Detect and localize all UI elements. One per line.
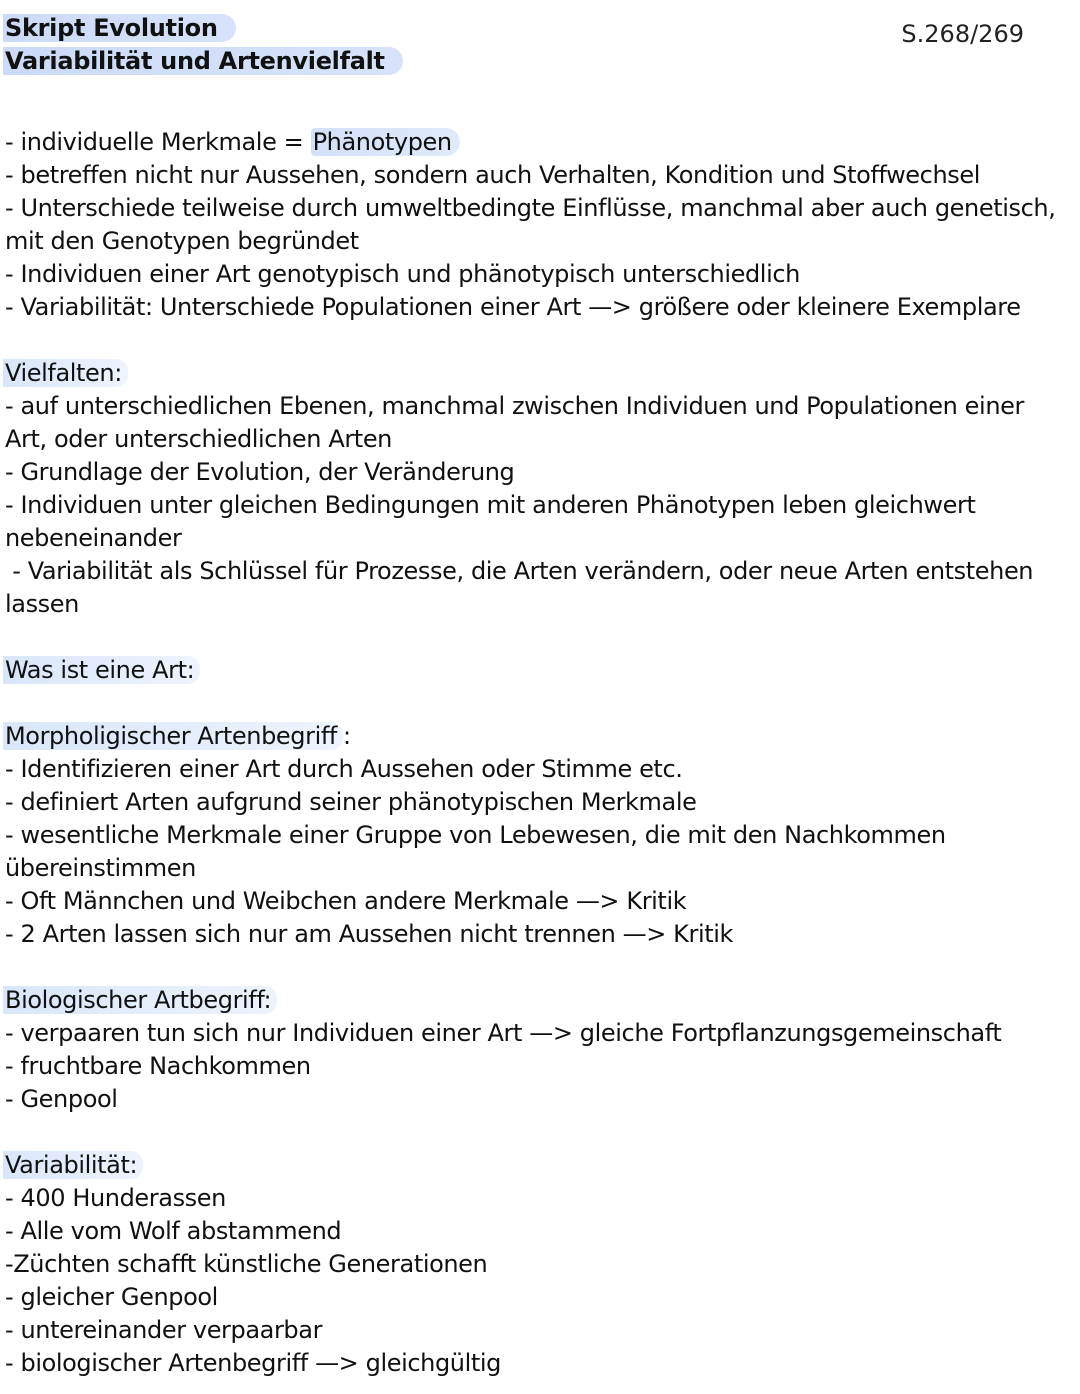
spacer [5,1116,1075,1149]
document-subtitle [5,45,403,77]
vielfalten-line-3: - Grundlage der Evolution, der Veränderung [5,458,515,486]
title-line-1: Skript Evolution [3,14,236,42]
bio-line-1: - verpaaren tun sich nur Individuen einer Art —> gleiche Fortpflanzungsgemeinschaft [5,1019,1002,1047]
title-line-2: Variabilität und Artenvielfalt [3,47,403,75]
spacer [5,687,1075,720]
bio-line-2: - fruchtbare Nachkommen [5,1052,311,1080]
heading-colon: : [342,722,351,750]
intro-line-6: - Variabilität: Unterschiede Populationen einer Art —> größere oder kleinere Exemplare [5,293,1021,321]
morph-line-2: - definiert Arten aufgrund seiner phänotypischen Merkmale [5,788,697,816]
vielfalten-line-6: - Variabilität als Schlüssel für Prozesse, die Arten verändern, oder neue Arten entstehen [5,557,1034,585]
spacer [5,951,1075,984]
intro-line-3: - Unterschiede teilweise durch umweltbedingte Einflüsse, manchmal aber auch genetisch, [5,194,1056,222]
section-heading-art [5,654,1075,687]
variab-line-5: - untereinander verpaarbar [5,1316,323,1344]
variab-line-1: - 400 Hunderassen [5,1184,226,1212]
vielfalten-line-4: - Individuen unter gleichen Bedingungen mit anderen Phänotypen leben gleichwert [5,491,976,519]
intro-line-5: - Individuen einer Art genotypisch und phänotypisch unterschiedlich [5,260,800,288]
section-heading-vielfalten [5,357,1075,390]
morph-line-4: übereinstimmen [5,854,196,882]
spacer [5,621,1075,654]
variab-line-2: - Alle vom Wolf abstammend [5,1217,342,1245]
vielfalten-line-2: Art, oder unterschiedlichen Arten [5,425,392,453]
bio-line-3: - Genpool [5,1085,118,1113]
heading-text: Vielfalten: [3,359,128,387]
document-body [5,126,1075,1380]
vielfalten-line-7: lassen [5,590,79,618]
phaenotypen-term: Phänotypen [311,128,460,156]
intro-line-4: mit den Genotypen begründet [5,227,359,255]
document-title [5,12,236,44]
morph-line-5: - Oft Männchen und Weibchen andere Merkmale —> Kritik [5,887,687,915]
section-heading-morph [5,720,1075,753]
section-heading-variabilitaet [5,1149,1075,1182]
morph-line-1: - Identifizieren einer Art durch Aussehen oder Stimme etc. [5,755,683,783]
variab-line-3: -Züchten schafft künstliche Generationen [5,1250,488,1278]
section-heading-bio [5,984,1075,1017]
page-reference: S.268/269 [901,20,1024,48]
intro-line-2: - betreffen nicht nur Aussehen, sondern auch Verhalten, Kondition und Stoffwechsel [5,161,981,189]
heading-text: Morpholigischer Artenbegriff [3,722,343,750]
spacer [5,324,1075,357]
vielfalten-line-1: - auf unterschiedlichen Ebenen, manchmal zwischen Individuen und Populationen einer [5,392,1024,420]
heading-text: Was ist eine Art: [3,656,200,684]
variab-line-6: - biologischer Artenbegriff —> gleichgültig [5,1349,501,1377]
intro-line-1-prefix: - individuelle Merkmale = [5,128,311,156]
heading-text: Biologischer Artbegriff: [3,986,277,1014]
morph-line-3: - wesentliche Merkmale einer Gruppe von Lebewesen, die mit den Nachkommen [5,821,946,849]
variab-line-4: - gleicher Genpool [5,1283,218,1311]
heading-text: Variabilität: [3,1151,143,1179]
vielfalten-line-5: nebeneinander [5,524,182,552]
morph-line-6: - 2 Arten lassen sich nur am Aussehen nicht trennen —> Kritik [5,920,733,948]
intro-line-1 [5,126,1075,159]
